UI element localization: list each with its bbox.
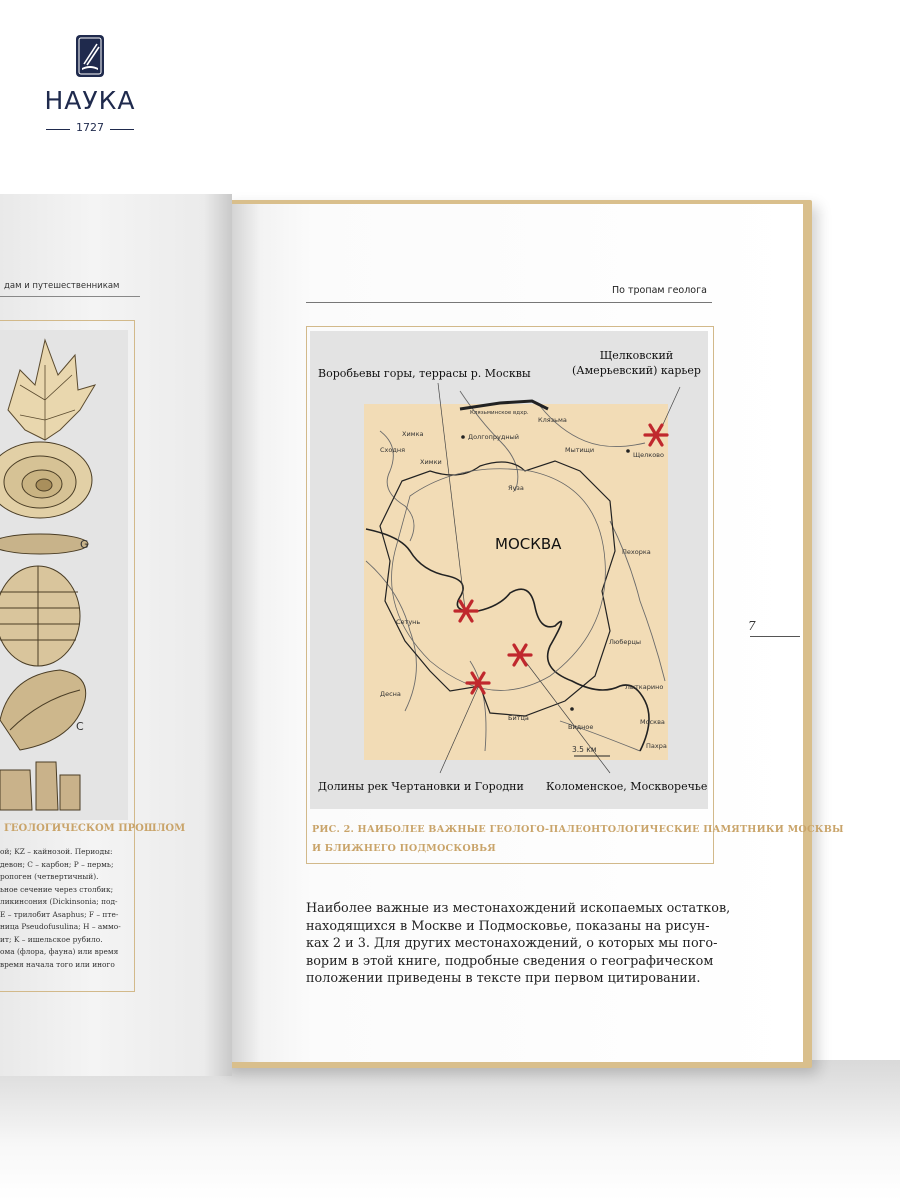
town-label: Щелково [633, 451, 664, 459]
book-emblem-icon [75, 34, 105, 78]
map-drawing [310, 331, 708, 809]
fossil-shell-icon [0, 670, 86, 750]
page-number: 7 [748, 619, 756, 633]
body-line: находящихся в Москве и Подмосковье, показаны на рисун- [306, 918, 710, 934]
left-header-rule [0, 296, 140, 297]
klyazma-reservoir [460, 401, 548, 409]
site-kolomenskoe-icon [509, 645, 531, 665]
town-label: Лыткарино [625, 683, 664, 691]
left-page-text [0, 846, 132, 971]
right-page-header: По тропам геолога [612, 285, 707, 296]
fossil-trilobite-icon [0, 566, 80, 666]
figure-caption-line: РИС. 2. НАИБОЛЕЕ ВАЖНЫЕ ГЕОЛОГО-ПАЛЕОНТОЛОГИЧЕСКИЕ ПАМЯТНИКИ МОСКВЫ [312, 824, 844, 835]
callout-lines [438, 383, 680, 773]
publisher-year: 1727 [76, 121, 104, 134]
fossil-illustrations [0, 330, 128, 820]
town-label: Мытищи [565, 446, 595, 454]
fossil-stromatolite-icon [0, 762, 80, 810]
river-lines [366, 391, 665, 751]
fossil-site-markers [455, 425, 667, 693]
left-text-line: ома (флора, фауна) или время [0, 947, 119, 956]
river-label: Сходня [380, 446, 406, 454]
left-text-line: девон; C – карбон; P – пермь; [0, 859, 114, 869]
figure-letter-c: C [76, 720, 84, 733]
river-label: Пехорка [622, 548, 651, 556]
callout-kolomenskoe: Коломенское, Москворечье [546, 780, 708, 793]
mkad-ring-road [392, 469, 606, 691]
left-text-line: ьное сечение через столбик; [0, 884, 114, 894]
left-text-line: ница Pseudofusulina; H – аммо- [0, 922, 121, 931]
river-label: Клязьма [538, 416, 567, 424]
site-shchelkovsky-icon [645, 425, 667, 445]
fossil-ammonite-icon [0, 442, 92, 518]
river-label: Клязьминское вдхр. [470, 410, 529, 416]
body-line: ворим в этой книге, подробные сведения о географическом [306, 953, 714, 969]
town-markers [461, 435, 630, 711]
book-shadow [0, 1060, 900, 1200]
fossil-fusulina-icon [0, 534, 88, 554]
callout-vorobyovy: Воробьевы горы, террасы р. Москвы [318, 367, 531, 380]
river-label: Яуза [508, 484, 524, 492]
left-text-line: ликинсония (Dickinsonia; под- [0, 897, 118, 906]
figure-caption-line: И БЛИЖНЕГО ПОДМОСКОВЬЯ [312, 843, 496, 854]
town-label: Люберцы [609, 638, 642, 646]
callout-shchelkovsky: Щелковский (Амерьевский) карьер [572, 349, 701, 377]
map-title: МОСКВА [495, 535, 562, 553]
logo-divider-right [110, 129, 134, 130]
left-text-line: Е – трилобит Asaphus; F – пте- [0, 909, 119, 919]
figure-caption [312, 820, 844, 858]
site-vorobyovy-icon [455, 601, 477, 621]
left-text-line: ой; KZ – кайнозой. Периоды: [0, 847, 113, 856]
left-figure-panel [0, 330, 128, 820]
body-line: ках 2 и 3. Для других местонахождений, о которых мы пого- [306, 936, 718, 951]
figure-letter-g: G [80, 538, 89, 551]
body-line: положении приведены в тексте при первом цитировании. [306, 971, 701, 986]
river-label: Сетунь [396, 618, 421, 626]
publisher-name: НАУКА [44, 86, 136, 115]
body-paragraph [306, 900, 731, 988]
page-number-rule [750, 636, 800, 637]
fossil-leaf-icon [8, 340, 95, 440]
scale-label: 3.5 км [572, 745, 597, 754]
town-label: Химки [420, 458, 442, 466]
town-label: Долгопрудный [468, 433, 519, 441]
callout-dolinay: Долины рек Чертановки и Городни [318, 780, 524, 793]
left-figure-caption: ГЕОЛОГИЧЕСКОМ ПРОШЛОМ [4, 823, 186, 834]
publisher-logo [38, 34, 142, 134]
town-label: Видное [568, 723, 594, 731]
river-label: Москва [640, 718, 665, 726]
river-label: Пахра [646, 742, 667, 750]
river-label: Битца [508, 714, 529, 722]
right-header-rule [306, 302, 712, 303]
river-label: Химка [402, 430, 424, 438]
left-text-line: время начала того или иного [0, 959, 115, 969]
body-line: Наиболее важные из местонахождений ископаемых остатков, [306, 901, 731, 916]
left-text-line: ропоген (четвертичный). [0, 872, 99, 881]
left-text-line: ит; K – ишельское рубило. [0, 934, 103, 944]
river-label: Десна [380, 690, 401, 698]
left-page-header: дам и путешественникам [4, 281, 120, 291]
